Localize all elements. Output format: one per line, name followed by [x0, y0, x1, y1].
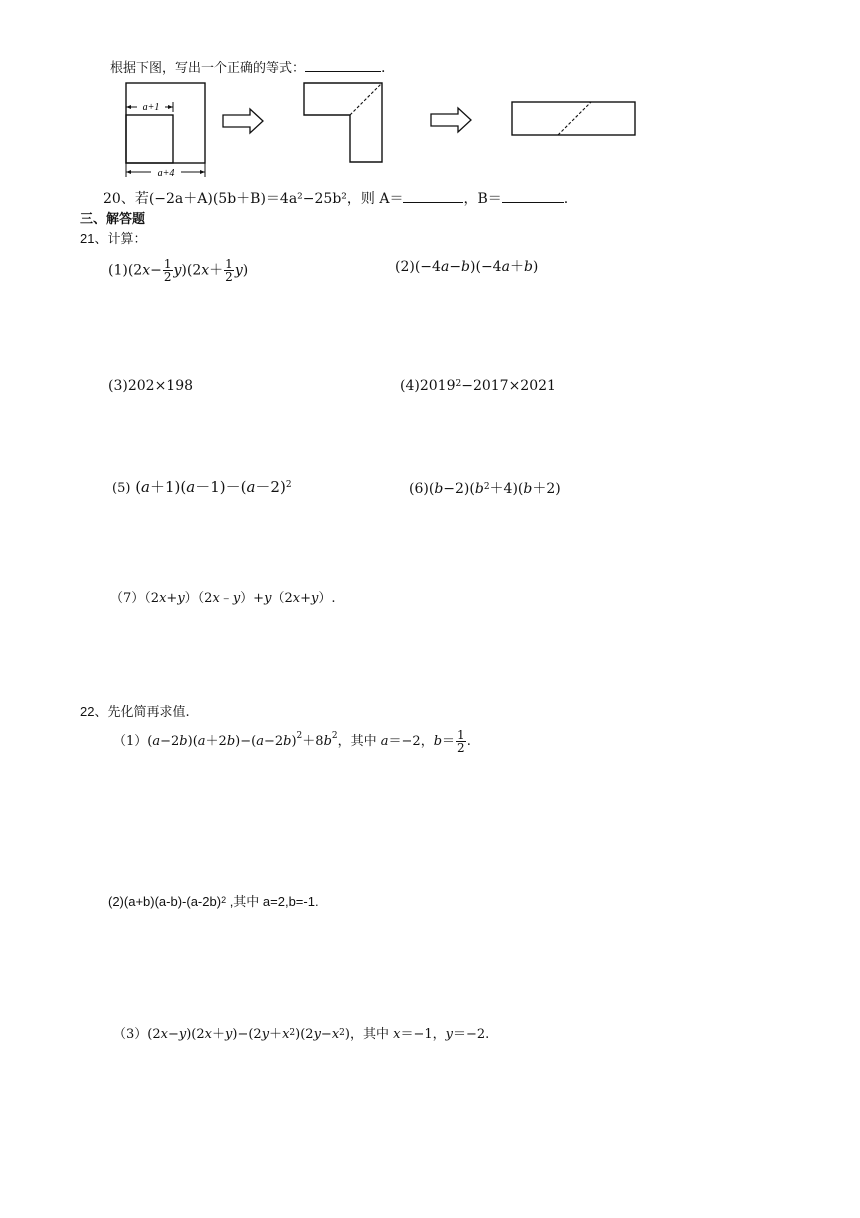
right-arrow-icon [431, 108, 471, 132]
answer-blank[interactable] [305, 59, 381, 72]
q21-header [80, 230, 146, 249]
right-arrow-icon [223, 109, 263, 133]
q21-part1: (1)(2x− $\frac{1}{2}$ y)(2x＋ $\frac{1}{2}$ y) [108, 257, 249, 284]
q20-text-a: 若(−2a＋A)(5b＋B)＝4a²−25b²，则 A＝ [134, 191, 404, 207]
answer-blank-a[interactable] [403, 190, 463, 203]
q21-part5: (5) $(a+1)(a-1)-(a-2)^2$ [112, 478, 292, 496]
q21-part4: $(4)2019^2-2017\times 2021$ [400, 378, 556, 394]
rectangle [512, 102, 635, 135]
geometry-figure [115, 80, 645, 185]
section-title: 三、解答题 [80, 212, 146, 227]
q19-prompt: 根据下图，写出一个正确的等式： [110, 61, 306, 76]
q21-part3: (3)202×198 [108, 378, 194, 394]
q22-part2: $(2)(a+b)(a-b)-(a-2b)^2$ ,其中 a=2,b=-1. [108, 894, 319, 909]
q20-number: 20、 [103, 191, 135, 207]
inner-square [126, 115, 173, 163]
l-shape [304, 83, 382, 162]
q21-part7: （7）（2x+y）（2x﹣y）+y（2x+y）. [110, 591, 336, 606]
answer-blank-b[interactable] [502, 190, 564, 203]
label-a-plus-1: a+1 [142, 102, 160, 113]
q21-part6: $(6)(b-2)(b^2+4)(b+2)$ [409, 481, 561, 497]
q22-number: 22、 [80, 704, 108, 719]
outer-square [126, 83, 205, 163]
q21-part2: (2)(−4a−b)(−4a＋b) [395, 259, 539, 275]
q22-part3: $(3)(2x-y)(2x+y)-(2y+x^2)(2y-x^2)$，其中 x＝−1，y＝−2. [113, 1027, 490, 1042]
q22-header [80, 703, 190, 722]
q21-number: 21、 [80, 231, 108, 246]
q22-part1: $(1)(a-2b)(a+2b)-(a-2b)^2+8b^2$，其中 a＝−2，b＝ $\frac{1}{2}$ . [113, 728, 471, 755]
q21-title: 计算： [107, 232, 147, 247]
q19-line: 根据下图，写出一个正确的等式： . [110, 60, 386, 76]
q22-title: 先化简再求值. [107, 705, 190, 720]
q20-line: 20、若(−2a＋A)(5b＋B)＝4a²−25b²，则 A＝ ，B＝ . [103, 191, 569, 207]
label-a-plus-4: a+4 [157, 168, 175, 179]
